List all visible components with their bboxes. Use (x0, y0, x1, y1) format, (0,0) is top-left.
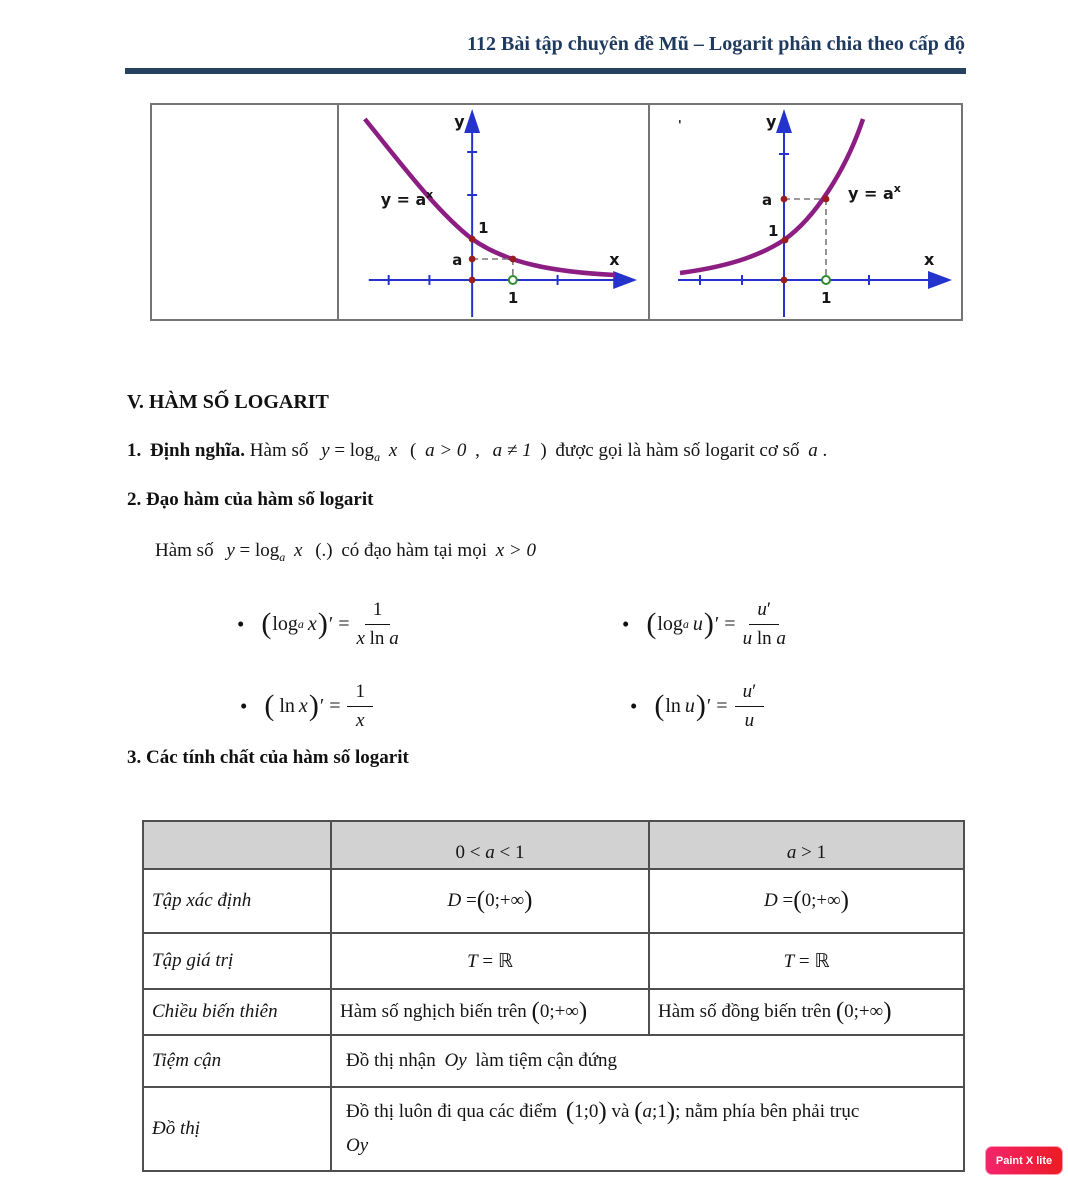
point-0-a (781, 196, 788, 203)
formula-log-x: • ( log a x ) ′ = $\frac{1}{\text{x ln a}}$ (237, 598, 399, 649)
domain-value-0a1: D =(0;+∞) (331, 869, 649, 933)
formula-ln-u: • ( ln u ) ′ = $\frac{u'}{u}$ (630, 674, 764, 738)
y-axis-label: y (766, 112, 777, 131)
point-1-a (509, 256, 516, 263)
table-row-graph (143, 1087, 964, 1171)
point-origin (781, 277, 788, 284)
domain-value-a1: D =(0;+∞) (649, 869, 964, 933)
bullet-icon: • (630, 693, 638, 718)
curve-equation-label: $y = a^x$ (848, 182, 901, 203)
range-label: Tập giá trị (143, 933, 331, 989)
graph-label: Đồ thị (143, 1087, 331, 1171)
derivative-intro-line: Hàm số $y = \log_a x$ (.) có đạo hàm tại mọi x > 0 (155, 540, 537, 564)
fraction: $\frac{u'}{u}$ (735, 681, 765, 732)
x-axis-arrow-icon (928, 271, 952, 289)
item-number: 1. (127, 440, 142, 461)
page-title: 112 Bài tập chuyên đề Mũ – Logarit phân chia theo cấp độ (467, 33, 965, 55)
point-0-1 (782, 237, 789, 244)
header-case-a1: a > 1 (649, 821, 964, 869)
asymptote-label: Tiệm cận (143, 1035, 331, 1087)
definition-line: 1. Định nghĩa. Hàm số $y = \log_a x$ ( a > 0 , a ≠ 1 ) được gọi là hàm số logarit cơ số a . (127, 440, 828, 464)
domain-label: Tập xác định (143, 869, 331, 933)
graph-decreasing-cell (339, 105, 650, 319)
x-axis-label: x (924, 250, 935, 269)
range-value-a1: T = ℝ (649, 933, 964, 989)
bullet-icon: • (237, 611, 245, 636)
graph-increasing-cell (650, 105, 961, 319)
a-label: a (452, 250, 463, 270)
one-y-label: 1 (478, 218, 489, 238)
fraction: $\frac{1}{x}$ (347, 681, 373, 732)
range-value-0a1: T = ℝ (331, 933, 649, 989)
paint-x-lite-watermark[interactable]: Paint X lite (985, 1146, 1063, 1175)
table-row-monotonicity (143, 989, 964, 1035)
formula-ln-x: • ( ln x ) ′ = $\frac{1}{x}$ (240, 674, 373, 738)
x-axis-label: x (609, 249, 620, 270)
monotonicity-label: Chiều biến thiên (143, 989, 331, 1035)
table-header-row (143, 821, 964, 869)
table-row-asymptote (143, 1035, 964, 1087)
point-0-1 (469, 236, 476, 243)
table-row-range (143, 933, 964, 989)
a-label: a (762, 191, 773, 209)
exponential-increasing-graph (650, 105, 961, 319)
logarithm-properties-table (142, 820, 965, 1172)
y-axis-arrow-icon (776, 109, 792, 133)
monotonicity-decreasing: Hàm số nghịch biến trên (0;+∞) (331, 989, 649, 1035)
fraction: $\frac{u'}{\text{u ln a}}$ (742, 598, 786, 649)
bullet-icon: • (622, 611, 630, 636)
formula-log-u: • ( log a u ) ′ = $\frac{u'}{\text{u ln a}}$ (622, 598, 786, 649)
monotonicity-increasing: Hàm số đồng biến trên (0;+∞) (649, 989, 964, 1035)
y-axis-label: y (454, 111, 465, 132)
exponential-graphs-table (150, 103, 963, 321)
point-1-0 (822, 276, 830, 284)
section-v-heading: V. HÀM SỐ LOGARIT (127, 391, 329, 413)
definition-term: Định nghĩa. (150, 440, 246, 461)
curve-equation-label: $y = a^x$ (380, 187, 434, 210)
y-axis-arrow-icon (464, 109, 480, 133)
exponential-decreasing-graph (339, 105, 648, 319)
one-x-label: 1 (507, 288, 519, 308)
header-empty-cell (143, 821, 331, 869)
header-divider (125, 68, 966, 74)
header-case-0a1: 0 < a < 1 (331, 821, 649, 869)
empty-cell (152, 105, 339, 319)
one-x-label: 1 (821, 289, 832, 307)
asymptote-value: Đồ thị nhận Oy làm tiệm cận đứng (331, 1035, 964, 1087)
properties-heading: 3. Các tính chất của hàm số logarit (127, 747, 409, 768)
point-origin (469, 277, 476, 284)
corner-mark: ' (364, 117, 369, 133)
graph-value: Đồ thị luôn đi qua các điểm (1;0) và (a;1); nằm phía bên phải trục Oy (331, 1087, 964, 1171)
bullet-icon: • (240, 693, 248, 718)
fraction: $\frac{1}{\text{x ln a}}$ (356, 598, 399, 649)
point-1-0 (509, 276, 517, 284)
one-y-label: 1 (768, 222, 779, 240)
point-0-a (469, 256, 476, 263)
corner-mark: ' (678, 118, 682, 132)
x-axis-arrow-icon (613, 271, 637, 289)
derivative-heading: 2. Đạo hàm của hàm số logarit (127, 489, 374, 510)
point-1-a (823, 196, 830, 203)
table-row-domain (143, 869, 964, 933)
